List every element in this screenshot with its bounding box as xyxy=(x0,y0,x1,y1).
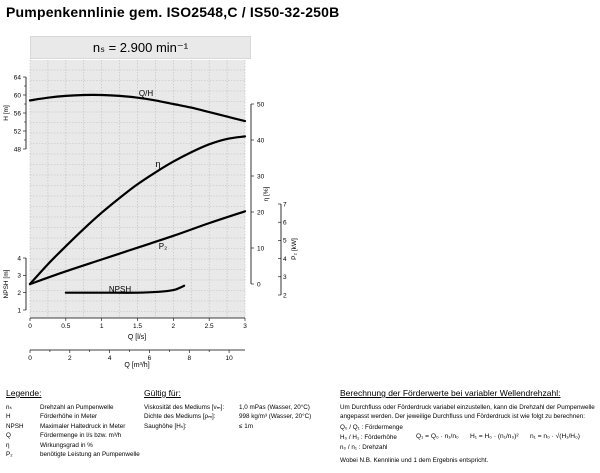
valid-label: Saughöhe [Hₛ]: xyxy=(144,422,187,430)
axis-label-h: H [m] xyxy=(3,105,10,121)
tick-label-p: 6 xyxy=(283,219,287,227)
valid-value: ≤ 1m xyxy=(239,422,253,430)
legend-item xyxy=(6,441,93,450)
tick-label-p: 4 xyxy=(283,255,287,263)
formula-q: Q₁ = Q₀ · n₁/n₀ xyxy=(416,433,459,440)
curve-label-npsh: NPSH xyxy=(108,285,132,294)
tick-label-npsh: 4 xyxy=(17,255,21,263)
tick-label-eta: 50 xyxy=(257,101,265,109)
tick-label-x: 2 xyxy=(171,323,176,330)
tick-label-eta: 10 xyxy=(257,245,265,253)
tick-label-x2: 0 xyxy=(28,355,32,362)
legend-item xyxy=(6,412,97,421)
legend-symbol: nₛ xyxy=(6,404,12,411)
valid-value: 998 kg/m³ (Wasser, 20°C) xyxy=(239,413,312,421)
valid-item xyxy=(144,422,253,431)
legend-text: Drehzahl an Pumpenwelle xyxy=(40,404,114,411)
tick-label-npsh: 3 xyxy=(17,272,21,280)
legend-heading: Legende: xyxy=(6,388,42,398)
calc-var-h: H₀ / H₁ : Förderhöhe xyxy=(340,434,397,441)
legend-text: Fördermenge in l/s bzw. m³/h xyxy=(40,432,122,440)
axis-label-x: Q [l/s] xyxy=(127,334,147,341)
legend-text: Wirkungsgrad in % xyxy=(40,441,93,449)
valid-value: 1,0 mPas (Wasser, 20°C) xyxy=(239,404,310,411)
valid-label: Viskosität des Mediums [νₘ]: xyxy=(144,404,225,411)
tick-label-x2: 2 xyxy=(68,355,72,362)
legend-item xyxy=(6,431,121,440)
calc-line-2: angepasst werden. Der jeweilige Durchfluss und Förderdruck ist wie folgt zu berechnen: xyxy=(340,413,586,420)
tick-label-p: 3 xyxy=(283,274,287,282)
tick-label-h: 56 xyxy=(13,110,21,118)
tick-label-x2: 4 xyxy=(107,355,112,362)
tick-label-h: 48 xyxy=(13,146,21,154)
calc-var-n: n₀ / n₁ : Drehzahl xyxy=(340,444,388,451)
tick-label-x: 1 xyxy=(99,323,104,330)
tick-label-npsh: 1 xyxy=(17,307,21,315)
tick-label-x: 0 xyxy=(28,323,32,330)
tick-label-h: 60 xyxy=(13,92,21,100)
curve-label-p: P₂ xyxy=(158,242,168,251)
tick-label-npsh: 2 xyxy=(17,289,21,297)
legend-text: benötigte Leistung an Pumpenwelle xyxy=(40,451,140,458)
tick-label-x: 2.5 xyxy=(204,323,214,330)
tick-label-x: 1.5 xyxy=(132,323,143,330)
tick-label-p: 5 xyxy=(283,237,287,245)
curve-label-qh: Q/H xyxy=(138,89,154,98)
axis-label-eta: η [%] xyxy=(263,186,270,202)
tick-label-x: 0.5 xyxy=(61,323,71,330)
legend-symbol: Q xyxy=(6,432,11,440)
legend-text: Maximaler Haltedruck in Meter xyxy=(40,422,126,430)
tick-label-x2: 8 xyxy=(187,355,192,362)
tick-label-x2: 10 xyxy=(225,355,233,362)
legend-symbol: NPSH xyxy=(6,422,24,430)
legend-symbol: P₂ xyxy=(6,451,13,458)
axis-label-p: P₂ [kW] xyxy=(291,238,298,260)
legend-text: Förderhöhe in Meter xyxy=(40,413,98,421)
tick-label-eta: 30 xyxy=(257,173,265,181)
valid-heading: Gültig für: xyxy=(144,388,181,398)
calc-line-1: Um Durchfluss oder Förderdruck variabel einzustellen, kann die Drehzahl der Pumpenwelle xyxy=(340,404,595,411)
speed-label: nₛ = 2.900 min⁻¹ xyxy=(30,36,251,59)
formula-h: H₁ = H₀ · (n₁/n₀)² xyxy=(470,433,519,440)
legend-item xyxy=(6,403,114,412)
legend-symbol: H xyxy=(6,413,11,421)
tick-label-x2: 6 xyxy=(147,355,152,362)
calc-var-q: Q₀ / Q₁ : Fördermenge xyxy=(340,424,403,431)
calc-footer: Wobei N.B. Kennlinie und 1 dem Ergebnis entspricht. xyxy=(340,457,489,464)
valid-item xyxy=(144,412,311,421)
valid-item xyxy=(144,403,310,412)
formula-n: n₁ = n₀ · √(H₁/H₀) xyxy=(530,433,580,440)
valid-label: Dichte des Mediums [ρₘ]: xyxy=(144,413,216,421)
tick-label-eta: 40 xyxy=(257,137,265,145)
tick-label-p: 2 xyxy=(283,292,287,300)
curve-label-eta: η xyxy=(155,159,161,169)
legend-symbol: η xyxy=(6,441,10,449)
calc-heading: Berechnung der Förderwerte bei variabler Wellendrehzahl: xyxy=(340,388,561,398)
page-title: Pumpenkennlinie gem. ISO2548,C / IS50-32-250B xyxy=(6,4,340,20)
legend-item xyxy=(6,422,125,431)
tick-label-eta: 20 xyxy=(257,209,265,217)
axis-label-x2: Q [m³/h] xyxy=(124,362,150,369)
tick-label-x: 3 xyxy=(243,323,247,330)
legend-item xyxy=(6,450,140,459)
axis-label-npsh: NPSH [m] xyxy=(3,269,10,299)
tick-label-h: 52 xyxy=(13,128,21,136)
tick-label-p: 7 xyxy=(283,201,287,209)
tick-label-eta: 0 xyxy=(257,281,261,289)
tick-label-h: 64 xyxy=(13,74,21,82)
